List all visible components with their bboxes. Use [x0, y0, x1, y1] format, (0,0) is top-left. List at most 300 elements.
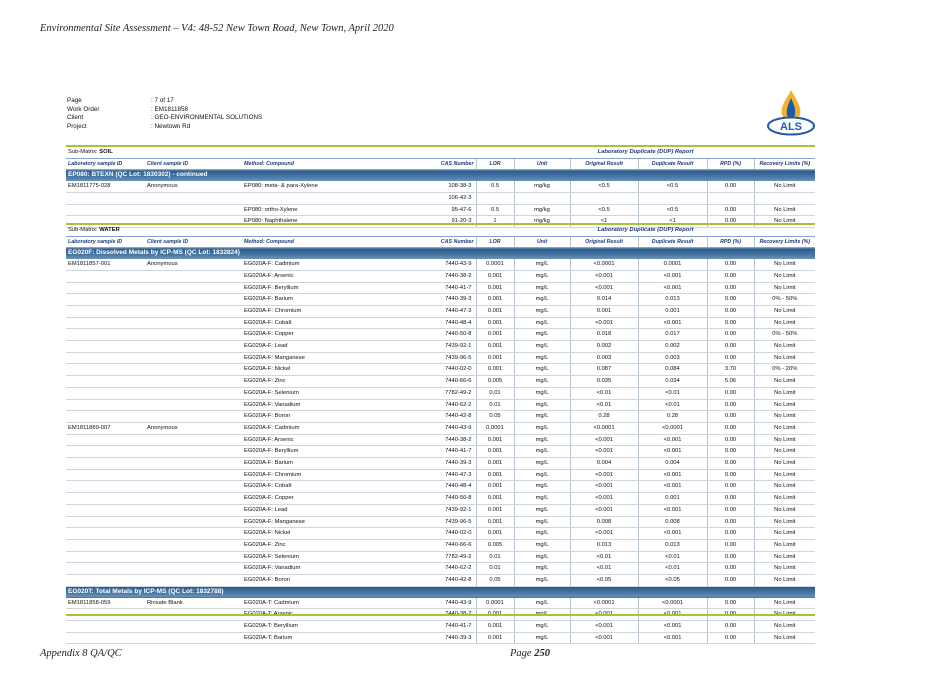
- table-cell: No Limit: [754, 181, 815, 192]
- table-cell: [66, 270, 145, 282]
- qc-lot-title: EG020T: Total Metals by ICP-MS (QC Lot: 1832788): [66, 586, 815, 597]
- table-cell: EG020A-F: Cobalt: [242, 317, 362, 329]
- table-cell: [66, 504, 145, 516]
- table-cell: [66, 481, 145, 493]
- table-cell: <0.01: [638, 387, 707, 399]
- table-cell: 0.013: [638, 294, 707, 306]
- table-cell: 7440-66-6: [362, 539, 476, 551]
- meta-key: Project: [67, 122, 87, 130]
- table-cell: EG020A-T: Cadmium: [242, 598, 362, 609]
- table-cell: EG020A-F: Cadmium: [242, 422, 362, 434]
- table-cell: 0.001: [476, 620, 514, 632]
- table-cell: EG020A-F: Copper: [242, 329, 362, 341]
- dup-report-title: Laboratory Duplicate (DUP) Report: [476, 224, 815, 236]
- table-cell: 0.00: [707, 598, 754, 609]
- table-cell: 7440-43-9: [362, 422, 476, 434]
- table-cell: mg/L: [514, 270, 570, 282]
- table-cell: Anonymous: [145, 422, 242, 434]
- table-cell: [66, 446, 145, 458]
- table-cell: [66, 458, 145, 470]
- table-cell: [145, 294, 242, 306]
- table-row: [66, 282, 815, 294]
- table-cell: 0.034: [638, 376, 707, 388]
- table-cell: [66, 539, 145, 551]
- table-cell: 0.28: [570, 411, 638, 423]
- table-cell: 0.00: [707, 632, 754, 644]
- table-cell: mg/L: [514, 352, 570, 364]
- table-cell: [145, 469, 242, 481]
- table-cell: <0.001: [570, 609, 638, 621]
- table-cell: [145, 317, 242, 329]
- table-cell: mg/kg: [514, 181, 570, 192]
- table-row: [66, 446, 815, 458]
- table-cell: 0.001: [570, 305, 638, 317]
- table-cell: <0.001: [570, 493, 638, 505]
- table-cell: <0.001: [570, 620, 638, 632]
- table-row: [66, 528, 815, 540]
- table-cell: EG020A-F: Arsenic: [242, 434, 362, 446]
- table-cell: EG020A-F: Manganese: [242, 352, 362, 364]
- table-cell: 7440-62-2: [362, 563, 476, 575]
- table-cell: 7440-66-6: [362, 376, 476, 388]
- table-cell: 0.002: [570, 341, 638, 353]
- table-cell: <0.001: [570, 282, 638, 294]
- table-cell: 7440-50-8: [362, 329, 476, 341]
- table-cell: 0.28: [638, 411, 707, 423]
- table-cell: 0.001: [476, 294, 514, 306]
- table-row: [66, 399, 815, 411]
- table-cell: <0.001: [570, 528, 638, 540]
- table-cell: 0.0001: [476, 598, 514, 609]
- table-cell: EG020A-F: Nickel: [242, 364, 362, 376]
- table-cell: [145, 516, 242, 528]
- table-cell: 0.001: [476, 469, 514, 481]
- table-cell: 7440-39-3: [362, 458, 476, 470]
- table-cell: [66, 469, 145, 481]
- submatrix-label: Sub-Matrix: SOIL: [66, 146, 476, 158]
- table-row: [66, 516, 815, 528]
- table-row: [66, 620, 815, 632]
- report-meta: [67, 97, 262, 131]
- table-cell: 0.001: [476, 434, 514, 446]
- table-cell: <0.001: [638, 504, 707, 516]
- column-header: Unit: [514, 158, 570, 170]
- table-cell: 0.001: [638, 305, 707, 317]
- table-cell: EG020A-F: Lead: [242, 504, 362, 516]
- table-cell: <0.001: [638, 609, 707, 621]
- table-cell: 7440-39-3: [362, 632, 476, 644]
- table-cell: 0.01: [476, 399, 514, 411]
- table-cell: EG020A-F: Cobalt: [242, 481, 362, 493]
- table-cell: mg/L: [514, 411, 570, 423]
- table-cell: [145, 376, 242, 388]
- table-cell: 0.005: [476, 376, 514, 388]
- footer-page: Page 250: [510, 648, 550, 659]
- table-cell: [145, 539, 242, 551]
- table-cell: mg/L: [514, 551, 570, 563]
- table-cell: EG020A-F: Boron: [242, 575, 362, 587]
- table-cell: [145, 305, 242, 317]
- column-header: Duplicate Result: [638, 158, 707, 170]
- table-cell: <0.5: [570, 204, 638, 216]
- column-header: LOR: [476, 236, 514, 248]
- table-cell: [66, 352, 145, 364]
- table-cell: [145, 551, 242, 563]
- table-cell: No Limit: [754, 575, 815, 587]
- column-header: Original Result: [570, 236, 638, 248]
- table-cell: [66, 305, 145, 317]
- table-cell: Rinsate Blank: [145, 598, 242, 609]
- table-cell: EG020A-F: Cadmium: [242, 259, 362, 270]
- table-cell: [66, 575, 145, 587]
- table-row: [66, 411, 815, 423]
- table-cell: 0.001: [476, 317, 514, 329]
- qc-lot-band: [66, 586, 815, 597]
- table-cell: 0.013: [638, 539, 707, 551]
- table-cell: 0.001: [476, 282, 514, 294]
- table-cell: 0.001: [476, 632, 514, 644]
- table-cell: 95-47-6: [362, 204, 476, 216]
- table-cell: No Limit: [754, 620, 815, 632]
- table-cell: 0.05: [476, 575, 514, 587]
- meta-row: [67, 97, 262, 106]
- table-cell: [66, 376, 145, 388]
- table-cell: mg/L: [514, 528, 570, 540]
- table-cell: <1: [638, 216, 707, 228]
- submatrix-label: Sub-Matrix: WATER: [66, 224, 476, 236]
- footer-appendix: Appendix 8 QA/QC: [40, 648, 122, 659]
- table-cell: <0.001: [570, 434, 638, 446]
- table-cell: [66, 294, 145, 306]
- table-cell: [754, 192, 815, 204]
- table-cell: 7440-62-2: [362, 399, 476, 411]
- table-cell: <0.01: [570, 551, 638, 563]
- table-cell: 0.001: [476, 364, 514, 376]
- table-cell: <0.0001: [638, 422, 707, 434]
- qc-report: [66, 97, 815, 641]
- table-row: [66, 329, 815, 341]
- table-cell: EM1811858-059: [66, 598, 145, 609]
- table-cell: 0.003: [638, 352, 707, 364]
- table-row: [66, 481, 815, 493]
- table-cell: mg/L: [514, 282, 570, 294]
- table-cell: EG020A-F: Vanadium: [242, 399, 362, 411]
- table-cell: 0.00: [707, 411, 754, 423]
- table-row: [66, 317, 815, 329]
- table-cell: <0.0001: [570, 422, 638, 434]
- column-header-row: [66, 158, 815, 170]
- table-cell: mg/L: [514, 399, 570, 411]
- table-cell: <0.001: [638, 270, 707, 282]
- table-row: [66, 504, 815, 516]
- table-cell: 7439-96-5: [362, 352, 476, 364]
- table-cell: 5.06: [707, 376, 754, 388]
- table-cell: 7440-50-8: [362, 493, 476, 505]
- table-cell: 0.01: [476, 387, 514, 399]
- table-cell: No Limit: [754, 352, 815, 364]
- meta-value: : GEO-ENVIRONMENTAL SOLUTIONS: [151, 114, 263, 122]
- table-cell: No Limit: [754, 259, 815, 270]
- table-cell: 0.001: [476, 516, 514, 528]
- column-header: Client sample ID: [145, 158, 242, 170]
- table-cell: EG020A-F: Chromium: [242, 305, 362, 317]
- table-cell: No Limit: [754, 539, 815, 551]
- table-row: [66, 259, 815, 270]
- table-cell: [66, 282, 145, 294]
- table-cell: [476, 192, 514, 204]
- table-cell: 0.01: [476, 563, 514, 575]
- column-header: CAS Number: [362, 158, 476, 170]
- table-cell: <0.05: [570, 575, 638, 587]
- table-cell: 0.00: [707, 434, 754, 446]
- table-cell: 0.001: [476, 305, 514, 317]
- table-cell: [145, 434, 242, 446]
- meta-row: [67, 106, 262, 115]
- table-cell: EP080: Naphthalene: [242, 216, 362, 228]
- table-cell: [145, 341, 242, 353]
- table-cell: [145, 364, 242, 376]
- table-cell: mg/L: [514, 539, 570, 551]
- table-row: [66, 551, 815, 563]
- table-cell: 0.00: [707, 352, 754, 364]
- table-cell: 1: [476, 216, 514, 228]
- table-cell: [145, 504, 242, 516]
- table-cell: 0.008: [638, 516, 707, 528]
- table-cell: No Limit: [754, 528, 815, 540]
- table-cell: mg/L: [514, 469, 570, 481]
- table-cell: 0.00: [707, 329, 754, 341]
- table-cell: 0.00: [707, 516, 754, 528]
- column-header: CAS Number: [362, 236, 476, 248]
- table-cell: [66, 528, 145, 540]
- table-cell: <0.001: [638, 446, 707, 458]
- table-cell: 0.00: [707, 387, 754, 399]
- table-cell: No Limit: [754, 270, 815, 282]
- table-cell: EG020A-F: Selenium: [242, 387, 362, 399]
- page-number: 250: [534, 648, 550, 659]
- table-cell: No Limit: [754, 434, 815, 446]
- table-cell: [514, 192, 570, 204]
- table-cell: EG020A-F: Lead: [242, 341, 362, 353]
- table-row: [66, 341, 815, 353]
- table-cell: mg/L: [514, 259, 570, 270]
- table-row: [66, 305, 815, 317]
- table-cell: 7440-48-4: [362, 481, 476, 493]
- table-cell: 7440-38-2: [362, 609, 476, 621]
- meta-key: Page: [67, 97, 82, 104]
- table-cell: EM1811889-007: [66, 422, 145, 434]
- table-row: [66, 422, 815, 434]
- column-header-row: [66, 236, 815, 248]
- table-cell: [145, 204, 242, 216]
- table-cell: 3.70: [707, 364, 754, 376]
- table-cell: EG020A-F: Arsenic: [242, 270, 362, 282]
- table-cell: No Limit: [754, 481, 815, 493]
- table-cell: 0.0001: [476, 422, 514, 434]
- table-cell: 0.018: [570, 329, 638, 341]
- table-cell: <0.001: [638, 632, 707, 644]
- water-duplicate-table: [66, 223, 815, 644]
- table-row: [66, 539, 815, 551]
- table-cell: [145, 481, 242, 493]
- table-cell: 0.00: [707, 539, 754, 551]
- table-cell: 0.035: [570, 376, 638, 388]
- table-cell: 0.5: [476, 181, 514, 192]
- table-cell: 91-20-3: [362, 216, 476, 228]
- table-cell: No Limit: [754, 317, 815, 329]
- table-cell: EG020A-T: Arsenic: [242, 609, 362, 621]
- table-cell: 7440-42-8: [362, 411, 476, 423]
- table-cell: [66, 411, 145, 423]
- table-cell: 0.005: [476, 539, 514, 551]
- table-cell: 0.0001: [476, 259, 514, 270]
- table-cell: [145, 399, 242, 411]
- table-cell: 7440-47-3: [362, 305, 476, 317]
- table-cell: [66, 620, 145, 632]
- table-row: [66, 575, 815, 587]
- table-row: [66, 192, 815, 204]
- column-header: Client sample ID: [145, 236, 242, 248]
- table-cell: 0.001: [476, 609, 514, 621]
- table-cell: mg/L: [514, 341, 570, 353]
- table-cell: 0% - 50%: [754, 294, 815, 306]
- table-cell: 7440-42-8: [362, 575, 476, 587]
- table-cell: 0.001: [476, 270, 514, 282]
- table-cell: [66, 341, 145, 353]
- table-cell: mg/L: [514, 364, 570, 376]
- qc-lot-band: [66, 170, 815, 181]
- table-cell: mg/L: [514, 329, 570, 341]
- table-cell: 0.001: [476, 352, 514, 364]
- table-cell: [145, 387, 242, 399]
- table-cell: <0.0001: [570, 259, 638, 270]
- table-cell: <0.001: [570, 504, 638, 516]
- table-cell: No Limit: [754, 469, 815, 481]
- table-cell: EG020A-F: Barium: [242, 294, 362, 306]
- table-row: [66, 469, 815, 481]
- table-cell: mg/L: [514, 422, 570, 434]
- table-cell: No Limit: [754, 204, 815, 216]
- table-cell: 0.001: [476, 504, 514, 516]
- table-cell: [145, 411, 242, 423]
- table-cell: mg/L: [514, 376, 570, 388]
- table-cell: [66, 516, 145, 528]
- table-cell: [570, 192, 638, 204]
- table-cell: 0.00: [707, 181, 754, 192]
- table-cell: 7440-43-9: [362, 598, 476, 609]
- table-row: [66, 376, 815, 388]
- table-cell: No Limit: [754, 341, 815, 353]
- table-cell: No Limit: [754, 411, 815, 423]
- table-row: [66, 270, 815, 282]
- table-cell: No Limit: [754, 504, 815, 516]
- table-cell: 0.003: [570, 352, 638, 364]
- column-header: Laboratory sample ID: [66, 158, 145, 170]
- table-cell: mg/L: [514, 305, 570, 317]
- table-cell: <0.001: [570, 317, 638, 329]
- table-cell: <0.001: [638, 481, 707, 493]
- meta-key: Client: [67, 114, 84, 122]
- table-cell: 0.00: [707, 469, 754, 481]
- als-logo-icon: [766, 88, 816, 136]
- column-header: LOR: [476, 158, 514, 170]
- table-cell: <0.001: [570, 270, 638, 282]
- table-cell: <0.001: [570, 481, 638, 493]
- submatrix-row: [66, 146, 815, 158]
- table-row: [66, 364, 815, 376]
- table-cell: No Limit: [754, 458, 815, 470]
- table-cell: [145, 632, 242, 644]
- table-cell: 0.01: [476, 551, 514, 563]
- table-cell: 0.00: [707, 259, 754, 270]
- table-cell: [145, 270, 242, 282]
- table-cell: No Limit: [754, 632, 815, 644]
- table-cell: mg/L: [514, 516, 570, 528]
- table-cell: 7440-41-7: [362, 620, 476, 632]
- table-cell: 0.00: [707, 341, 754, 353]
- table-cell: No Limit: [754, 551, 815, 563]
- table-row: [66, 387, 815, 399]
- table-cell: mg/L: [514, 598, 570, 609]
- table-cell: EG020A-F: Vanadium: [242, 563, 362, 575]
- table-cell: [66, 632, 145, 644]
- table-cell: 7782-49-2: [362, 551, 476, 563]
- table-row: [66, 598, 815, 609]
- table-cell: mg/L: [514, 458, 570, 470]
- table-cell: EG020A-F: Zinc: [242, 376, 362, 388]
- meta-key: Work Order: [67, 105, 100, 113]
- table-cell: <0.001: [638, 620, 707, 632]
- table-cell: 7782-49-2: [362, 387, 476, 399]
- table-cell: 0.087: [570, 364, 638, 376]
- column-header: Method: Compound: [242, 158, 362, 170]
- table-cell: <0.01: [570, 387, 638, 399]
- table-cell: mg/L: [514, 575, 570, 587]
- column-header: Original Result: [570, 158, 638, 170]
- table-cell: [66, 387, 145, 399]
- dup-report-title: Laboratory Duplicate (DUP) Report: [476, 146, 815, 158]
- table-cell: No Limit: [754, 493, 815, 505]
- table-cell: EG020A-F: Barium: [242, 458, 362, 470]
- table-cell: [66, 493, 145, 505]
- table-cell: 0.001: [476, 528, 514, 540]
- table-cell: [145, 458, 242, 470]
- table-cell: 0.001: [638, 493, 707, 505]
- table-cell: EG020A-F: Copper: [242, 493, 362, 505]
- table-cell: 0.014: [570, 294, 638, 306]
- table-cell: mg/L: [514, 504, 570, 516]
- table-cell: [66, 192, 145, 204]
- table-cell: 7439-92-1: [362, 504, 476, 516]
- table-cell: 0.001: [476, 341, 514, 353]
- table-cell: 0.004: [638, 458, 707, 470]
- table-cell: EG020A-F: Manganese: [242, 516, 362, 528]
- table-cell: 7440-48-4: [362, 317, 476, 329]
- table-cell: [707, 192, 754, 204]
- table-row: [66, 632, 815, 644]
- table-cell: EG020A-T: Barium: [242, 632, 362, 644]
- table-cell: No Limit: [754, 598, 815, 609]
- column-header: Unit: [514, 236, 570, 248]
- table-cell: [66, 551, 145, 563]
- table-cell: 0.00: [707, 563, 754, 575]
- meta-row: [67, 123, 262, 132]
- table-cell: <0.001: [638, 528, 707, 540]
- table-cell: 0.00: [707, 481, 754, 493]
- table-cell: [145, 620, 242, 632]
- table-cell: mg/kg: [514, 204, 570, 216]
- table-cell: 0.0001: [638, 259, 707, 270]
